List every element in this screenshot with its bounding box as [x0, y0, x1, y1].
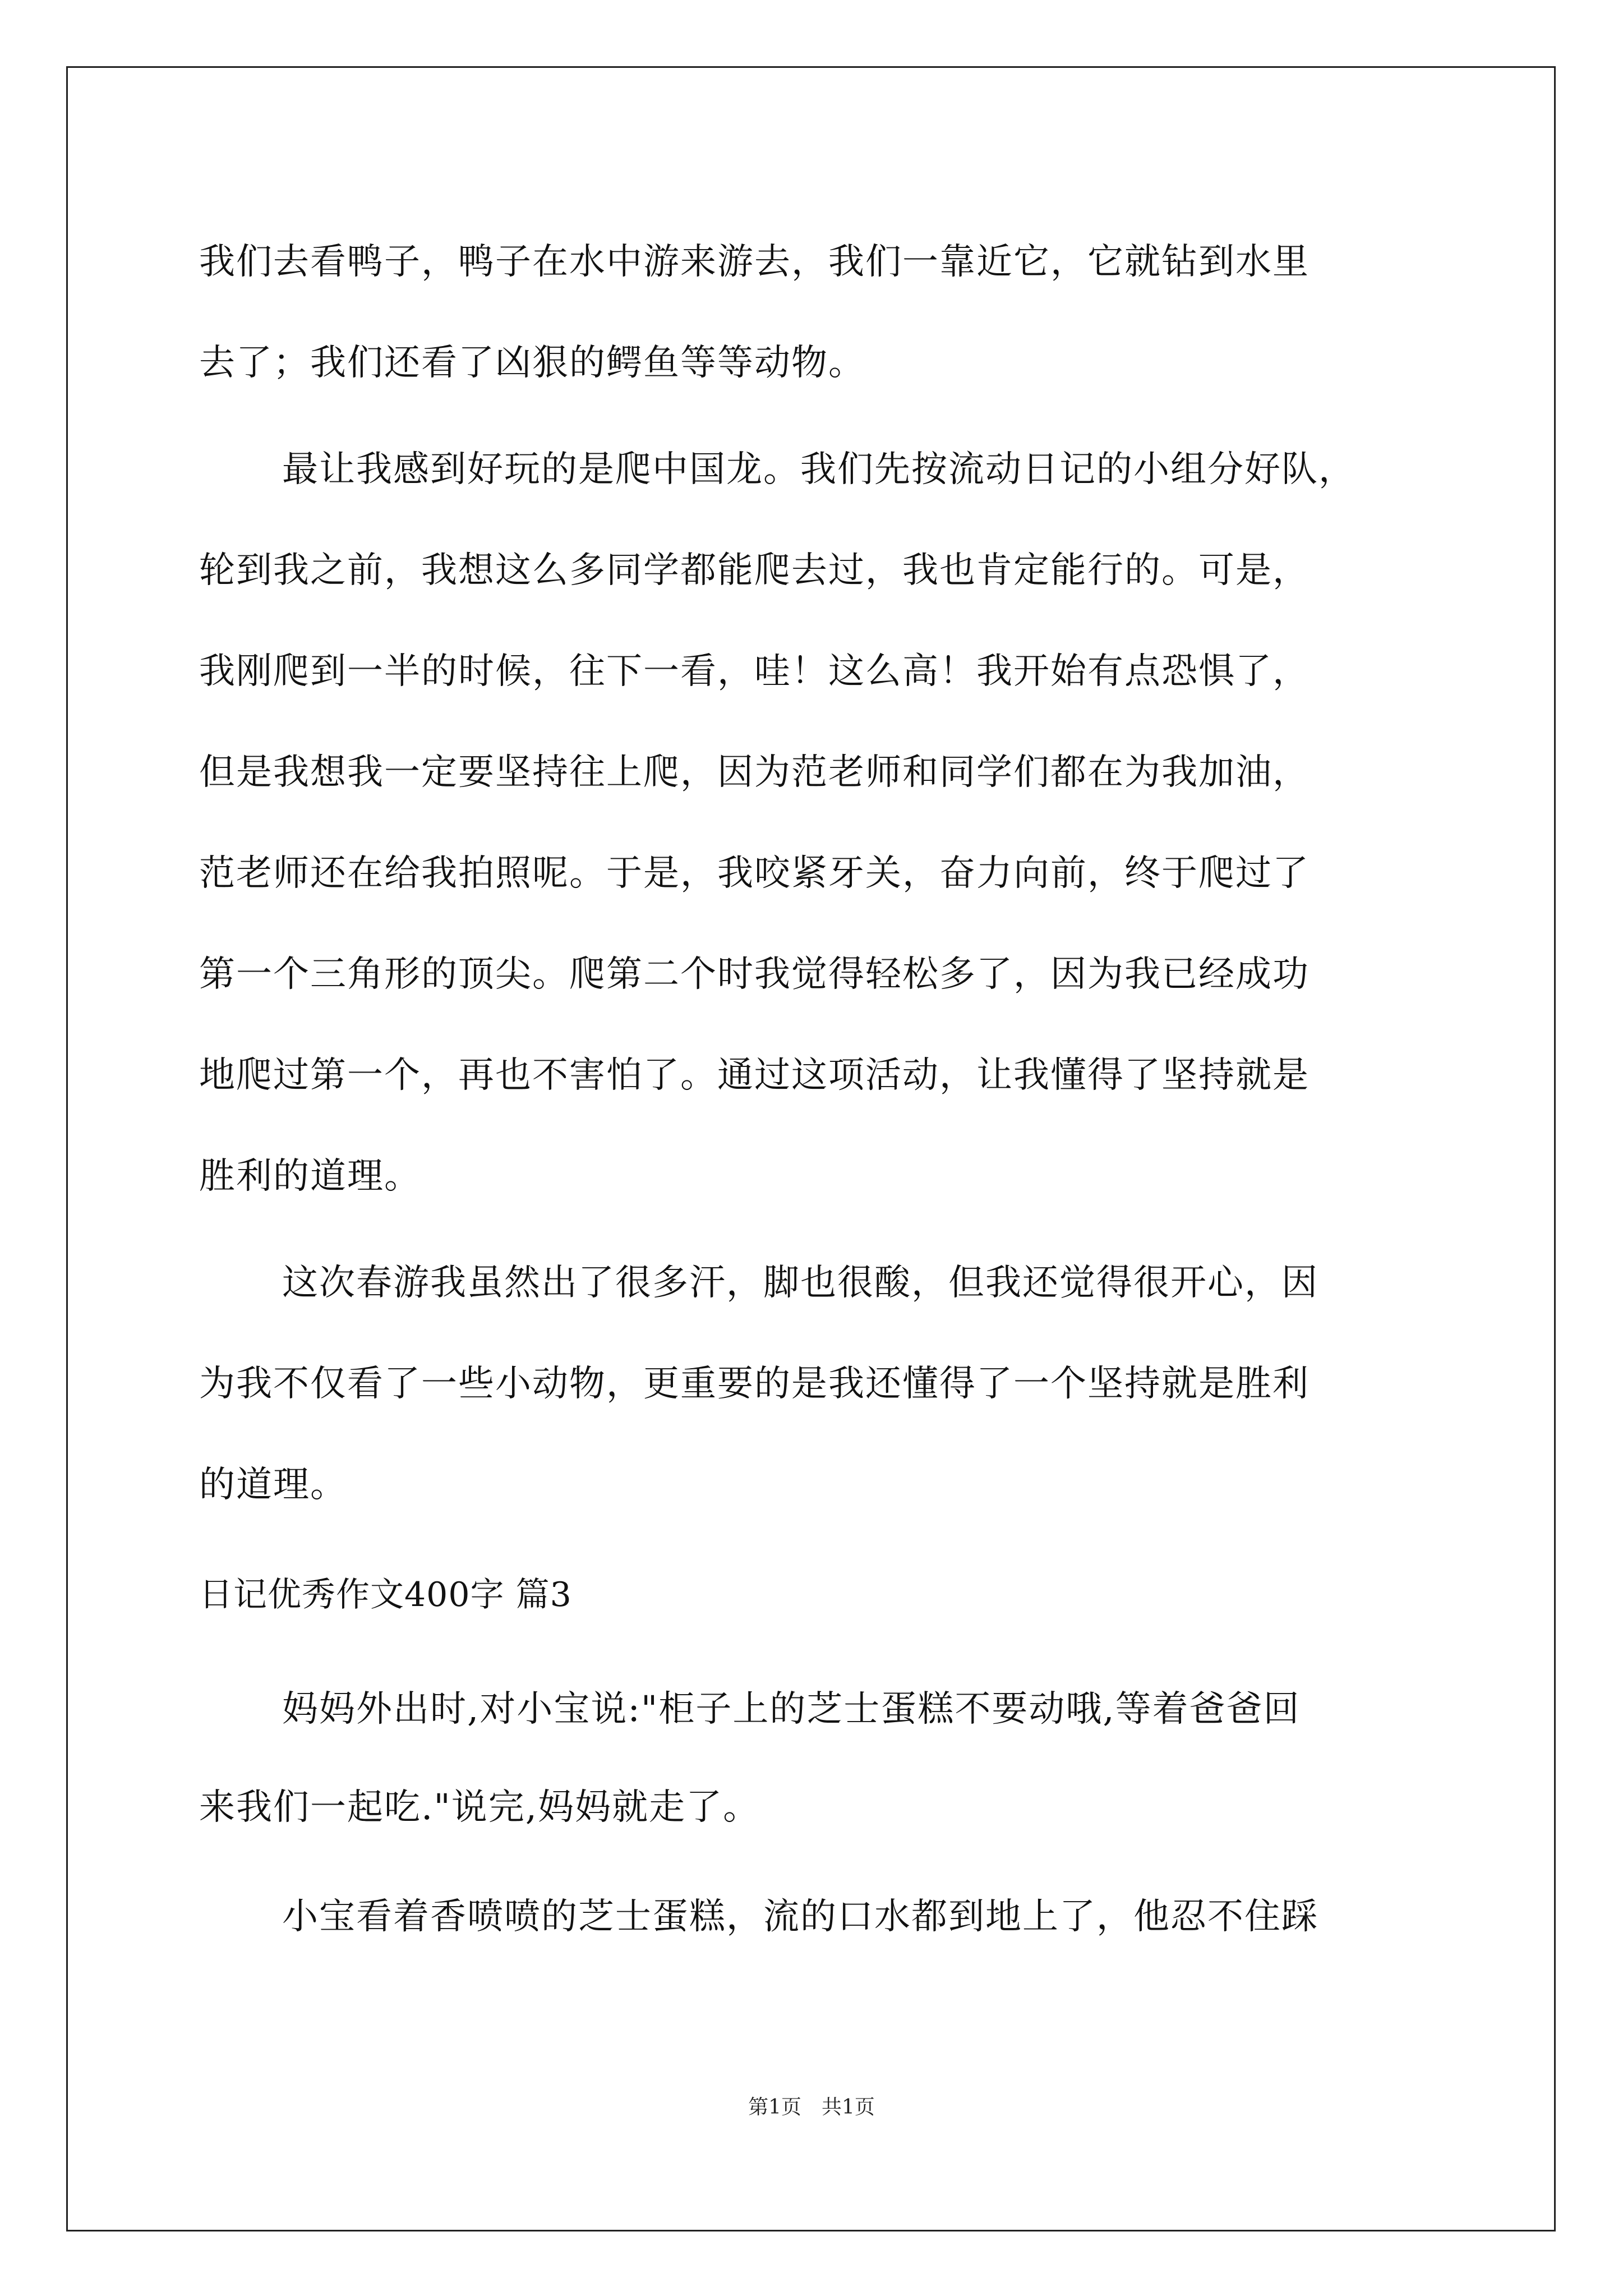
paragraph-line: 去了；我们还看了凶狠的鳄鱼等等动物。 [199, 342, 865, 384]
paragraph-line: 地爬过第一个，再也不害怕了。通过这项活动，让我懂得了坚持就是 [199, 1055, 1310, 1096]
paragraph-line: 第一个三角形的顶尖。爬第二个时我觉得轻松多了，因为我已经成功 [199, 954, 1310, 995]
paragraph-line: 来我们一起吃."说完,妈妈就走了。 [199, 1787, 760, 1828]
section-heading: 日记优秀作文400字 篇3 [199, 1575, 572, 1614]
page-footer: 第1页 共1页 [748, 2096, 875, 2119]
paragraph-line: 但是我想我一定要坚持往上爬，因为范老师和同学们都在为我加油， [199, 752, 1310, 793]
paragraph-line: 的道理。 [199, 1464, 347, 1506]
paragraph-line: 我刚爬到一半的时候，往下一看，哇！这么高！我开始有点恐惧了， [199, 651, 1310, 692]
paragraph-line: 最让我感到好玩的是爬中国龙。我们先按流动日记的小组分好队， [282, 449, 1355, 490]
paragraph-line: 为我不仅看了一些小动物，更重要的是我还懂得了一个坚持就是胜利 [199, 1363, 1310, 1405]
paragraph-line: 小宝看着香喷喷的芝士蛋糕，流的口水都到地上了，他忍不住踩 [282, 1896, 1318, 1938]
paragraph-line: 胜利的道理。 [199, 1156, 421, 1197]
paragraph-line: 这次春游我虽然出了很多汗，脚也很酸，但我还觉得很开心，因 [282, 1262, 1318, 1304]
paragraph-line: 范老师还在给我拍照呢。于是，我咬紧牙关，奋力向前，终于爬过了 [199, 853, 1310, 894]
paragraph-line: 轮到我之前，我想这么多同学都能爬去过，我也肯定能行的。可是， [199, 550, 1310, 591]
paragraph-line: 我们去看鸭子，鸭子在水中游来游去，我们一靠近它，它就钻到水里 [199, 241, 1310, 283]
paragraph-line: 妈妈外出时,对小宝说:"柜子上的芝士蛋糕不要动哦,等着爸爸回 [282, 1688, 1301, 1730]
